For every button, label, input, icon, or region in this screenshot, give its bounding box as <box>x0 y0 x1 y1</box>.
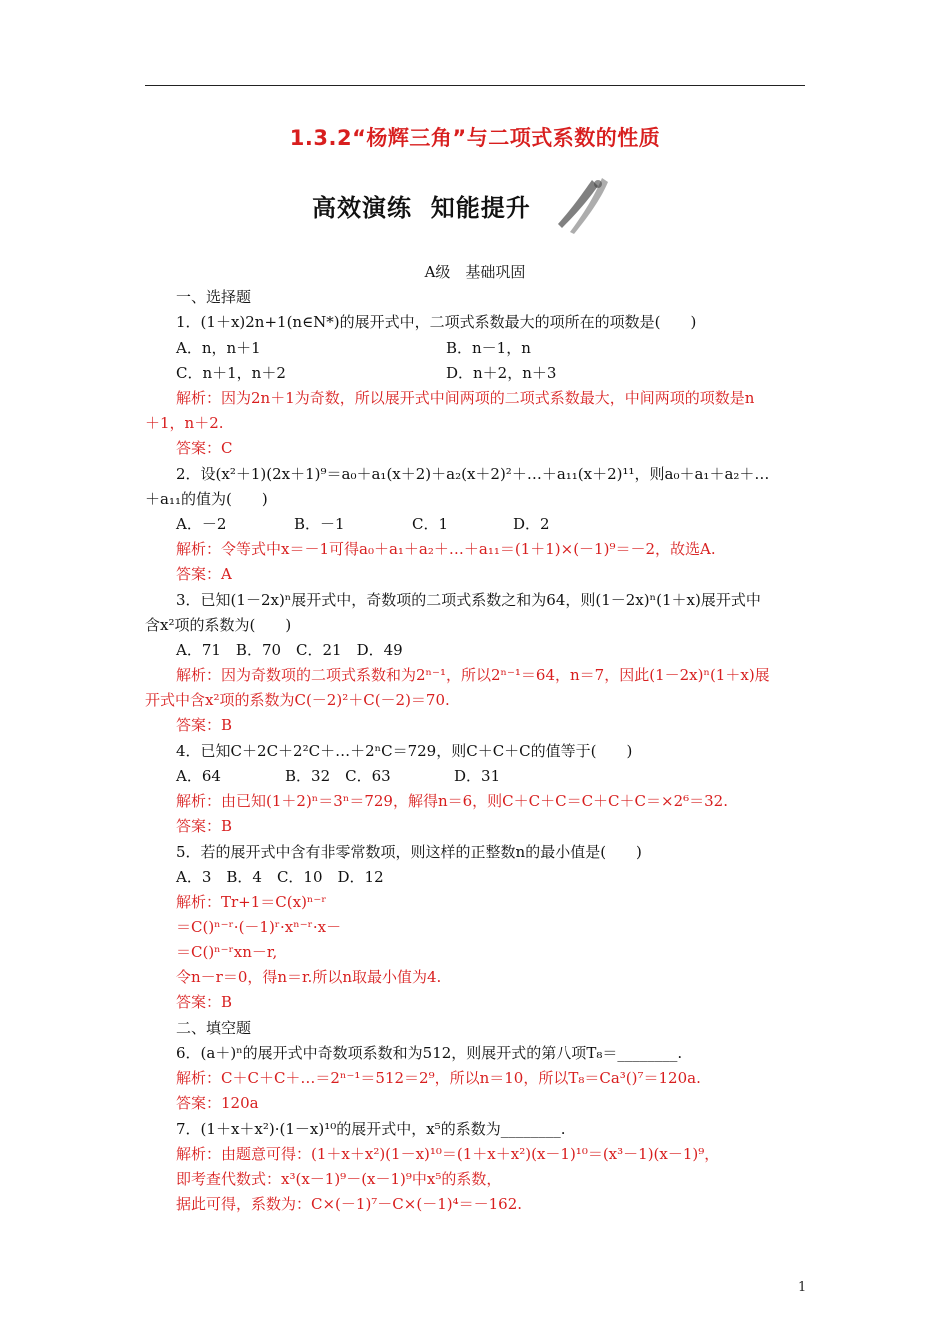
q1-analysis: 解析：因为2n＋1为奇数，所以展开式中间两项的二项式系数最大，中间两项的项数是n <box>176 389 755 407</box>
q2-stem: 2．设(x²＋1)(2x＋1)⁹＝a₀＋a₁(x＋2)＋a₂(x＋2)²＋…＋a₁₁(x＋2)¹¹，则a₀＋a₁＋a₂＋… <box>176 465 770 483</box>
section-heading-fill: 二、填空题 <box>176 1019 252 1037</box>
q5-answer: 答案：B <box>176 993 233 1011</box>
brush-icon <box>552 176 614 236</box>
section-heading-choice: 一、选择题 <box>176 288 252 306</box>
q7-analysis-3: 据此可得，系数为：C×(－1)⁷－C×(－1)⁴＝－162. <box>176 1195 523 1213</box>
q6-analysis: 解析：C＋C＋C＋…＝2ⁿ⁻¹＝512＝2⁹，所以n＝10，所以T₈＝Ca³()⁷＝120a. <box>176 1069 701 1087</box>
q3-stem: 3．已知(1－2x)ⁿ展开式中，奇数项的二项式系数之和为64，则(1－2x)ⁿ(1＋x)展开式中 <box>176 591 761 609</box>
banner-text: 高效演练 知能提升 <box>312 194 531 222</box>
q4-stem: 4．已知C＋2C＋2²C＋…＋2ⁿC＝729，则C＋C＋C的值等于( ) <box>176 742 633 760</box>
q6-answer: 答案：120a <box>176 1094 259 1112</box>
q1-answer: 答案：C <box>176 439 233 457</box>
q5-analysis-4: 令n－r＝0，得n＝r.所以n取最小值为4. <box>176 968 442 986</box>
q7-analysis-1: 解析：由题意可得：(1＋x＋x²)(1－x)¹⁰＝(1＋x＋x²)(x－1)¹⁰＝(x³－1)(x－1)⁹， <box>176 1145 720 1163</box>
header-rule <box>145 85 805 86</box>
q4-analysis: 解析：由已知(1＋2)ⁿ＝3ⁿ＝729，解得n＝6，则C＋C＋C＝C＋C＋C＝×2⁶＝32. <box>176 792 728 810</box>
q4-option-d: D．31 <box>454 767 501 785</box>
q5-analysis-2: ＝C()ⁿ⁻ʳ·(－1)ʳ·xⁿ⁻ʳ·x－ <box>176 918 342 936</box>
q7-analysis-2: 即考查代数式：x³(x－1)⁹－(x－1)⁹中x⁵的系数， <box>176 1170 502 1188</box>
q1-stem: 1．(1＋x)2n+1(n∈N*)的展开式中，二项式系数最大的项所在的项数是( ) <box>176 313 697 331</box>
level-heading: A级 基础巩固 <box>424 263 526 281</box>
q2-stem-cont: ＋a₁₁的值为( ) <box>145 490 268 508</box>
q1-option-c: C．n＋1，n＋2 <box>176 364 286 382</box>
q3-answer: 答案：B <box>176 716 233 734</box>
q5-analysis-1: 解析：Tr+1＝C(x)ⁿ⁻ʳ <box>176 893 327 911</box>
q3-analysis-cont: 开式中含x²项的系数为C(－2)²＋C(－2)＝70. <box>145 691 450 709</box>
q4-option-a: A．64 <box>176 767 221 785</box>
q5-options: A．3 B．4 C．10 D．12 <box>176 868 384 886</box>
q3-analysis: 解析：因为奇数项的二项式系数和为2ⁿ⁻¹，所以2ⁿ⁻¹＝64，n＝7，因此(1－2x)ⁿ(1＋x)展 <box>176 666 770 684</box>
q1-option-b: B．n－1，n <box>446 339 531 357</box>
section-banner <box>300 176 620 236</box>
q3-stem-cont: 含x²项的系数为( ) <box>145 616 292 634</box>
q4-answer: 答案：B <box>176 817 233 835</box>
q2-option-b: B．－1 <box>294 515 345 533</box>
q3-options: A．71 B．70 C．21 D．49 <box>176 641 403 659</box>
q7-stem: 7．(1＋x＋x²)·(1－x)¹⁰的展开式中，x⁵的系数为________. <box>176 1120 566 1138</box>
q1-option-d: D．n＋2，n＋3 <box>446 364 557 382</box>
q5-analysis-3: ＝C()ⁿ⁻ʳxn－r, <box>176 943 278 961</box>
page-title: 1.3.2“杨辉三角”与二项式系数的性质 <box>289 126 661 150</box>
q4-options-bc: B．32 C．63 <box>285 767 391 785</box>
q2-option-a: A．－2 <box>176 515 227 533</box>
q2-answer: 答案：A <box>176 565 232 583</box>
q1-analysis-cont: ＋1，n＋2. <box>145 414 224 432</box>
q2-option-c: C．1 <box>412 515 449 533</box>
q2-option-d: D．2 <box>513 515 550 533</box>
page-number: 1 <box>798 1280 807 1295</box>
q5-stem: 5．若的展开式中含有非零常数项，则这样的正整数n的最小值是( ) <box>176 843 642 861</box>
q2-analysis: 解析：令等式中x＝－1可得a₀＋a₁＋a₂＋…＋a₁₁＝(1＋1)×(－1)⁹＝－2，故选A. <box>176 540 716 558</box>
q6-stem: 6．(a＋)ⁿ的展开式中奇数项系数和为512，则展开式的第八项T₈＝________. <box>176 1044 683 1062</box>
q1-option-a: A．n，n＋1 <box>176 339 261 357</box>
